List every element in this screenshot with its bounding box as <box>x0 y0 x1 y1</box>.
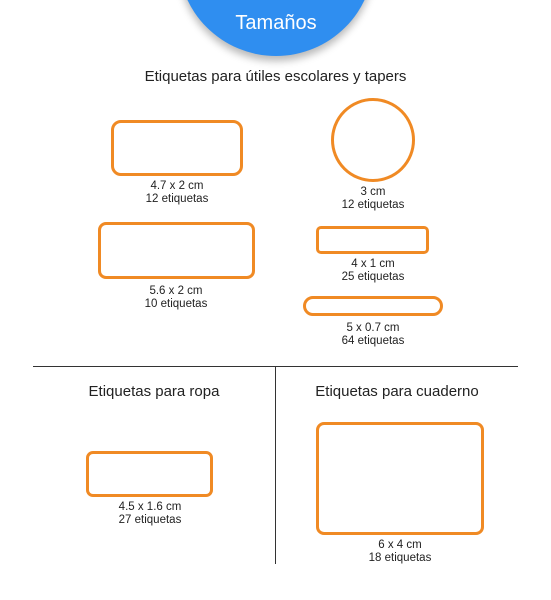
label-count: 18 etiquetas <box>368 552 432 564</box>
label-caption-3cm <box>303 186 443 212</box>
label-count: 27 etiquetas <box>118 514 182 526</box>
label-size: 4 x 1 cm <box>351 258 395 270</box>
label-shape-5.6x2 <box>98 222 255 279</box>
section-title-school: Etiquetas para útiles escolares y tapers <box>144 68 407 85</box>
label-shape-6x4 <box>316 422 484 535</box>
label-caption-4x1 <box>303 258 443 284</box>
label-shape-5x0.7 <box>303 296 443 316</box>
label-caption-5.6x2 <box>106 285 246 311</box>
label-shape-4x1 <box>316 226 429 254</box>
label-shape-4.5x1.6 <box>86 451 213 497</box>
label-shape-circle-3cm <box>331 98 415 182</box>
label-shape-4.7x2 <box>111 120 243 176</box>
label-size: 5 x 0.7 cm <box>346 322 400 334</box>
label-size: 5.6 x 2 cm <box>149 285 203 297</box>
label-size: 4.5 x 1.6 cm <box>118 501 182 513</box>
label-size: 3 cm <box>360 186 386 198</box>
label-caption-6x4 <box>330 539 470 565</box>
label-size: 4.7 x 2 cm <box>150 180 204 192</box>
section-title-notebook: Etiquetas para cuaderno <box>315 383 479 400</box>
label-count: 12 etiquetas <box>341 199 405 211</box>
label-caption-4.5x1.6 <box>80 501 220 527</box>
label-caption-4.7x2 <box>107 180 247 206</box>
label-count: 25 etiquetas <box>341 271 405 283</box>
label-count: 12 etiquetas <box>145 193 209 205</box>
section-title-clothes: Etiquetas para ropa <box>88 383 220 400</box>
label-size: 6 x 4 cm <box>378 539 422 551</box>
label-count: 64 etiquetas <box>341 335 405 347</box>
label-caption-5x0.7 <box>303 322 443 348</box>
label-count: 10 etiquetas <box>144 298 208 310</box>
page-title: Tamaños <box>235 12 317 34</box>
